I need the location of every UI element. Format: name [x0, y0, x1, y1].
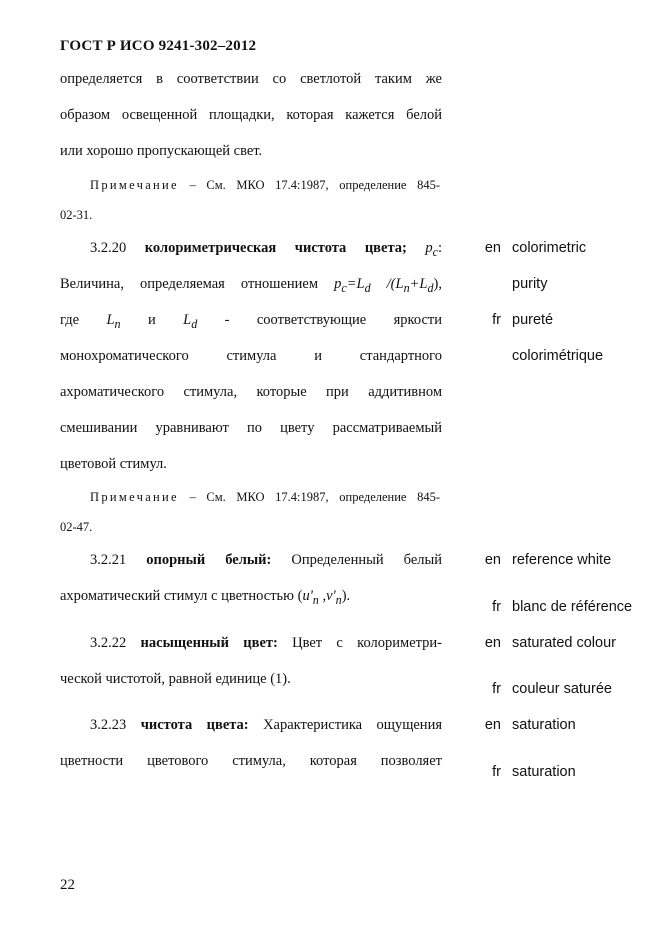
term-3-2-22-fr: couleur saturée	[512, 681, 612, 697]
term-3-2-21-fr: blanc de référence	[512, 599, 633, 615]
term-3-2-22-title: насыщенный цвет:	[140, 635, 278, 651]
term-3-2-20-line-3: где $L_n$ и $L_d$ - соответствующие яркости	[60, 312, 442, 331]
term-3-2-20-fr-label: fr	[492, 312, 501, 328]
term-3-2-23-fr-label: fr	[492, 764, 501, 780]
term-3-2-21-title: опорный белый:	[146, 552, 272, 568]
term-3-2-23-en: saturation	[512, 717, 576, 733]
note-1-text: – См. МКО 17.4:1987, определение 845-	[178, 178, 440, 192]
standard-header: ГОСТ Р ИСО 9241-302–2012	[60, 38, 257, 54]
term-3-2-22-heading: 3.2.22 насыщенный цвет: Цвет с колориметри-	[90, 635, 442, 651]
term-3-2-23-title: чистота цвета:	[140, 717, 249, 733]
term-3-2-22-en: saturated colour	[512, 635, 616, 651]
term-3-2-20-line-6: смешивании уравнивают по цвету рассматриваемый	[60, 420, 442, 436]
note-1-continuation: 02-31.	[60, 208, 93, 222]
term-3-2-21-en-label: en	[484, 552, 501, 568]
term-3-2-20-fr-1: pureté	[512, 312, 554, 328]
term-3-2-21-fr-label: fr	[492, 599, 501, 615]
term-3-2-20-fr-2: colorimétrique	[512, 348, 604, 364]
term-3-2-20-line-7: цветовой стимул.	[60, 456, 167, 472]
term-3-2-20-heading	[90, 240, 442, 260]
term-3-2-20-symbol: $p_c$	[406, 240, 438, 259]
note-2-continuation: 02-47.	[60, 520, 93, 534]
note-1	[90, 178, 440, 193]
term-3-2-21-heading: 3.2.21 опорный белый: Определенный белый	[90, 552, 442, 568]
page-number: 22	[60, 877, 75, 893]
term-3-2-21-en: reference white	[512, 552, 612, 568]
term-3-2-20-number: 3.2.20	[90, 240, 145, 256]
term-3-2-20-line-5: ахроматического стимула, которые при аддитивном	[60, 384, 442, 400]
note-1-label: Примечание	[90, 178, 179, 192]
term-3-2-23-heading: 3.2.23 чистота цвета: Характеристика ощущения	[90, 717, 442, 733]
note-2-text: – См. МКО 17.4:1987, определение 845-	[178, 490, 440, 504]
term-3-2-21-line-2: ахроматический стимул с цветностью ($u'_n$ $,v'_n$).	[60, 588, 351, 607]
note-2	[90, 490, 440, 505]
term-3-2-20-en-2: purity	[512, 276, 548, 292]
term-3-2-20-line-2: Величина, определяемая отношением $p_c=L_d$ $/(L_n+L_d)$,	[60, 276, 442, 295]
term-3-2-20-line-4: монохроматического стимула и стандартного	[60, 348, 442, 364]
term-3-2-23-line-2: цветности цветового стимула, которая позволяет	[60, 753, 442, 769]
term-3-2-20-title: колориметрическая чистота цвета;	[144, 240, 407, 256]
intro-line-1: определяется в соответствии со светлотой таким же	[60, 71, 442, 87]
term-3-2-20-en-label: en	[484, 240, 501, 256]
term-3-2-22-en-label: en	[484, 635, 501, 651]
term-3-2-22-line-2: ческой чистотой, равной единице (1).	[60, 671, 291, 687]
intro-line-2: образом освещенной площадки, которая кажется белой	[60, 107, 442, 123]
term-3-2-23-en-label: en	[484, 717, 501, 733]
term-3-2-22-fr-label: fr	[492, 681, 501, 697]
intro-line-3: или хорошо пропускающей свет.	[60, 143, 263, 159]
term-3-2-23-fr: saturation	[512, 764, 576, 780]
note-2-label: Примечание	[90, 490, 179, 504]
term-3-2-20-en-1: colorimetric	[512, 240, 587, 256]
term-3-2-20-colon: :	[437, 240, 442, 256]
